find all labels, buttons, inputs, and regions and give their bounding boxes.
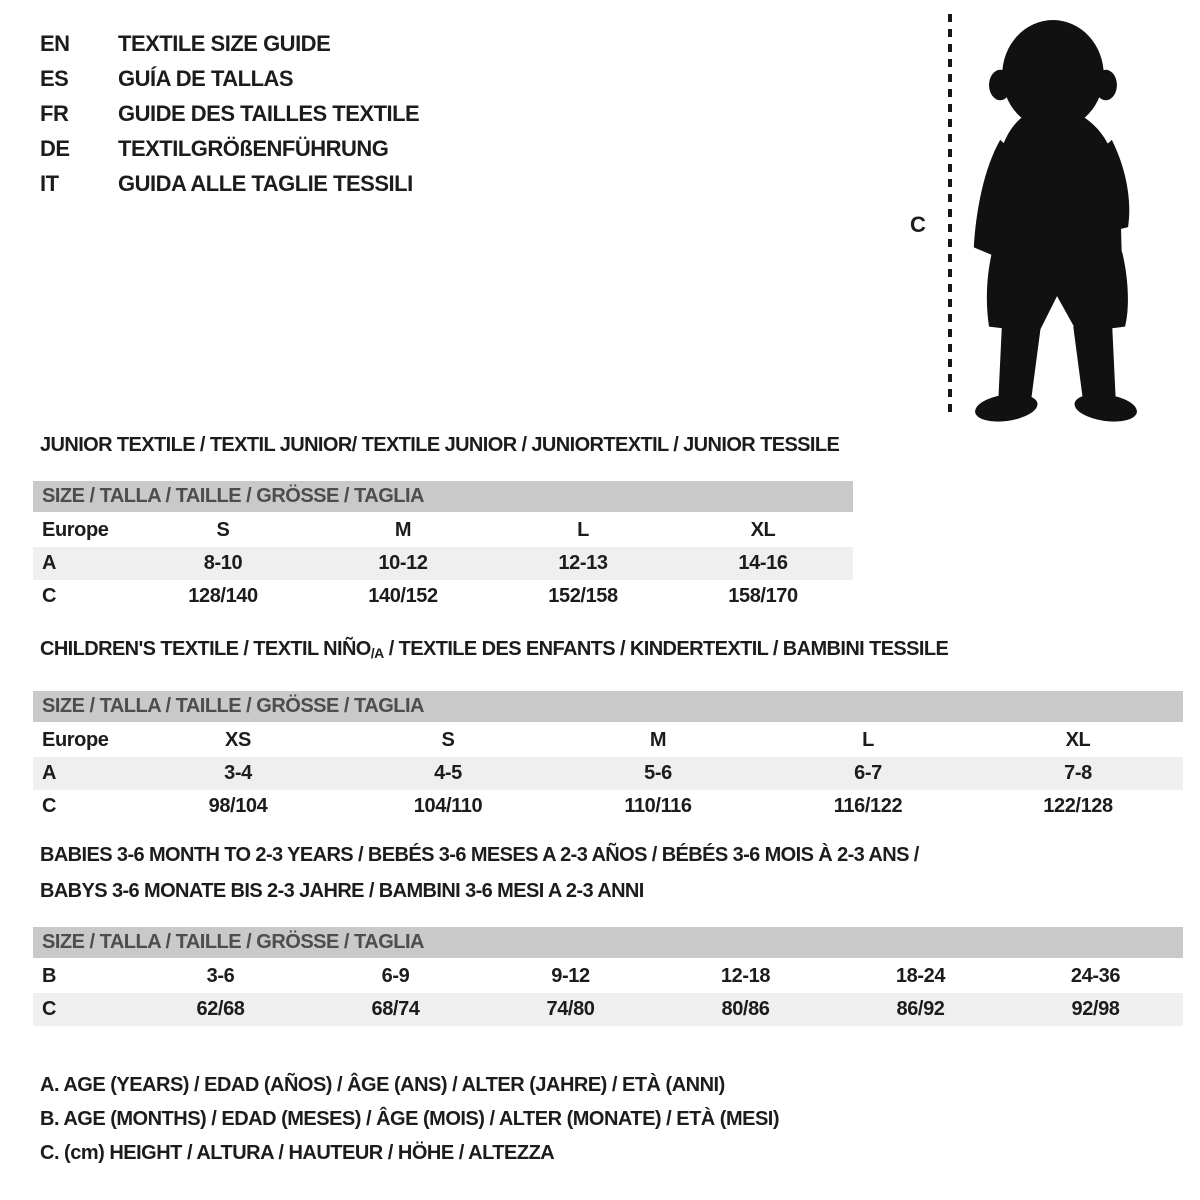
guide-title-de: TEXTILGRÖßENFÜHRUNG	[118, 135, 389, 161]
language-code: EN	[40, 30, 70, 56]
table-row	[33, 790, 1183, 823]
table-cell: 80/86	[721, 998, 770, 1020]
table-cell: XL	[1065, 729, 1091, 751]
table-cell: 5-6	[644, 762, 672, 784]
guide-title-it: GUIDA ALLE TAGLIE TESSILI	[118, 170, 413, 196]
table-cell: S	[216, 519, 230, 541]
row-label: B	[42, 965, 57, 987]
table-cell: 110/116	[624, 795, 692, 817]
table-cell: 18-24	[895, 965, 946, 987]
row-label: Europe	[42, 729, 109, 751]
language-row-en	[40, 26, 600, 61]
table-cell: S	[441, 729, 455, 751]
table-cell: 6-7	[854, 762, 882, 784]
table-cell: 140/152	[368, 585, 438, 607]
table-cell: 62/68	[196, 998, 245, 1020]
babies-section-heading-line1: BABIES 3-6 MONTH TO 2-3 YEARS / BEBÉS 3-6 MESES A 2-3 AÑOS / BÉBÉS 3-6 MOIS À 2-3 ANS /	[40, 844, 919, 866]
note-age-years: A. AGE (YEARS) / EDAD (AÑOS) / ÂGE (ANS) / ALTER (JAHRE) / ETÀ (ANNI)	[40, 1074, 725, 1096]
language-code: FR	[40, 100, 69, 126]
language-row-es	[40, 61, 600, 96]
table-row	[33, 514, 853, 547]
language-row-fr	[40, 96, 600, 131]
row-label: C	[42, 998, 57, 1020]
table-cell: 98/104	[208, 795, 268, 817]
note-height-cm: C. (cm) HEIGHT / ALTURA / HAUTEUR / HÖHE / ALTEZZA	[40, 1142, 555, 1164]
guide-title-fr: GUIDE DES TAILLES TEXTILE	[118, 100, 420, 126]
row-label: A	[42, 552, 57, 574]
table-cell: 92/98	[1071, 998, 1120, 1020]
table-cell: 24-36	[1070, 965, 1121, 987]
guide-title-en: TEXTILE SIZE GUIDE	[118, 30, 331, 56]
table-cell: 12-18	[720, 965, 771, 987]
table-cell: 10-12	[378, 552, 428, 574]
junior-size-table	[33, 481, 853, 613]
row-label: C	[42, 585, 57, 607]
table-cell: 12-13	[558, 552, 608, 574]
size-table-header: SIZE / TALLA / TAILLE / GRÖSSE / TAGLIA	[33, 927, 1183, 958]
language-row-de	[40, 131, 600, 166]
table-cell: 116/122	[833, 795, 903, 817]
language-code: DE	[40, 135, 70, 161]
table-cell: 104/110	[413, 795, 483, 817]
children-heading-subscript: /A	[370, 645, 384, 661]
language-title-list	[40, 26, 600, 201]
table-cell: XL	[750, 519, 776, 541]
table-cell: 3-4	[224, 762, 252, 784]
table-cell: XS	[225, 729, 251, 751]
table-cell: L	[862, 729, 874, 751]
table-row	[33, 960, 1183, 993]
language-code: IT	[40, 170, 59, 196]
table-cell: 68/74	[371, 998, 420, 1020]
table-row	[33, 547, 853, 580]
toddler-silhouette-icon	[960, 16, 1150, 422]
table-cell: 6-9	[381, 965, 410, 987]
table-row	[33, 757, 1183, 790]
height-measure-label: C	[910, 212, 926, 237]
table-cell: M	[649, 729, 667, 751]
babies-section-heading-line2: BABYS 3-6 MONATE BIS 2-3 JAHRE / BAMBINI 3-6 MESI A 2-3 ANNI	[40, 880, 644, 902]
row-label: A	[42, 762, 57, 784]
table-cell: 14-16	[738, 552, 788, 574]
note-age-months: B. AGE (MONTHS) / EDAD (MESES) / ÂGE (MOIS) / ALTER (MONATE) / ETÀ (MESI)	[40, 1108, 780, 1130]
size-table-header: SIZE / TALLA / TAILLE / GRÖSSE / TAGLIA	[33, 481, 853, 512]
language-row-it	[40, 166, 600, 201]
table-cell: 86/92	[896, 998, 945, 1020]
table-cell: M	[394, 519, 412, 541]
table-cell: 8-10	[203, 552, 243, 574]
table-cell: 122/128	[1043, 795, 1113, 817]
height-dashed-line-icon	[948, 14, 952, 418]
table-cell: 128/140	[188, 585, 258, 607]
children-heading-pre: CHILDREN'S TEXTILE / TEXTIL NIÑO	[40, 638, 371, 660]
babies-size-table	[33, 927, 1183, 1026]
row-label: Europe	[42, 519, 109, 541]
table-cell: 9-12	[551, 965, 590, 987]
table-row	[33, 580, 853, 613]
children-section-heading	[40, 636, 948, 666]
table-row	[33, 993, 1183, 1026]
table-cell: 7-8	[1064, 762, 1092, 784]
children-heading-post: / TEXTILE DES ENFANTS / KINDERTEXTIL / BAMBINI TESSILE	[383, 638, 949, 660]
table-cell: 3-6	[206, 965, 235, 987]
children-size-table	[33, 691, 1183, 823]
table-cell: L	[577, 519, 589, 541]
table-cell: 152/158	[548, 585, 618, 607]
guide-title-es: GUÍA DE TALLAS	[118, 65, 294, 91]
table-cell: 158/170	[728, 585, 798, 607]
table-cell: 4-5	[434, 762, 462, 784]
table-row	[33, 724, 1183, 757]
language-code: ES	[40, 65, 69, 91]
table-cell: 74/80	[546, 998, 595, 1020]
size-table-header: SIZE / TALLA / TAILLE / GRÖSSE / TAGLIA	[33, 691, 1183, 722]
row-label: C	[42, 795, 57, 817]
junior-section-heading: JUNIOR TEXTILE / TEXTIL JUNIOR/ TEXTILE JUNIOR / JUNIORTEXTIL / JUNIOR TESSILE	[40, 434, 840, 456]
